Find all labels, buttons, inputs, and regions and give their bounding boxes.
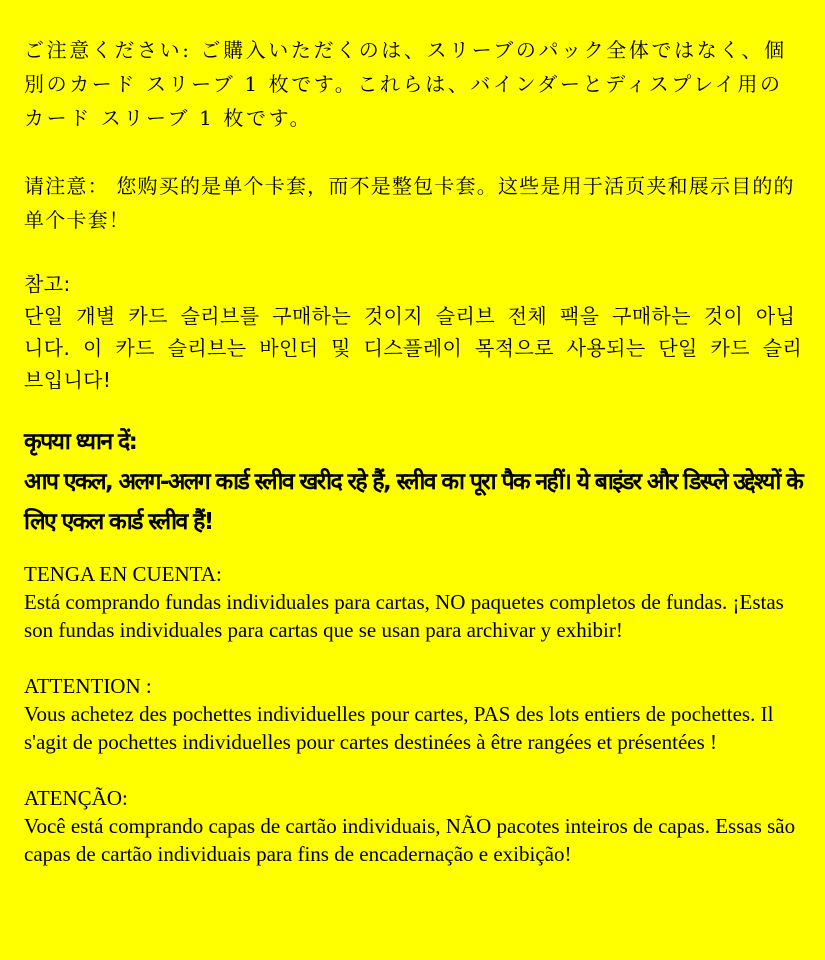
notice-portuguese [24,784,803,868]
notice-korean [24,268,803,396]
notice-chinese-text: 请注意： 您购买的是单个卡套，而不是整包卡套。这些是用于活页夹和展示目的的 单个卡套！ [24,174,795,232]
notice-korean-text: 단일 개별 카드 슬리브를 구매하는 것이지 슬리브 전체 팩을 구매하는 것이 아닙니다. 이 카드 슬리브는 바인더 및 디스플레이 목적으로 사용되는 단일 카드 슬리브입니다! [24,304,803,392]
notice-spanish-heading: TENGA EN CUENTA: [24,562,222,586]
notice-hindi-text: आप एकल, अलग-अलग कार्ड स्लीव खरीद रहे हैं, स्लीव का पूरा पैक नहीं। ये बाइंडर और डिस्प्ले उद्देश्यों के लिए एकल कार्ड स्लीव हैं! [24,469,803,535]
notice-portuguese-heading: ATENÇÃO: [24,786,128,810]
notice-spanish [24,560,803,644]
notice-french [24,672,803,756]
notice-korean-heading: 참고: [24,272,71,296]
notice-hindi-heading: कृपया ध्यान दें: [24,429,137,455]
notice-chinese [24,169,803,237]
notice-french-text: Vous achetez des pochettes individuelles pour cartes, PAS des lots entiers de pochettes. Il s'agit de pochettes individuelles pour cartes destinées à être rangées et présentées ! [24,702,774,754]
notice-hindi [24,422,803,542]
notice-japanese [24,33,803,135]
notice-french-heading: ATTENTION : [24,674,152,698]
notice-spanish-text: Está comprando fundas individuales para cartas, NO paquetes completos de fundas. ¡Estas son fundas individuales para cartas que se usan para archivar y exhibir! [24,590,784,642]
notice-japanese-text: ご注意ください: ご購入いただくのは、スリーブのパック全体ではなく、個別のカード スリーブ 1 枚です。これらは、バインダーとディスプレイ用のカード スリーブ 1 枚です。 [24,38,787,130]
notice-portuguese-text: Você está comprando capas de cartão individuais, NÃO pacotes inteiros de capas. Essas são capas de cartão individuais para fins de encadernação e exibição! [24,814,796,866]
